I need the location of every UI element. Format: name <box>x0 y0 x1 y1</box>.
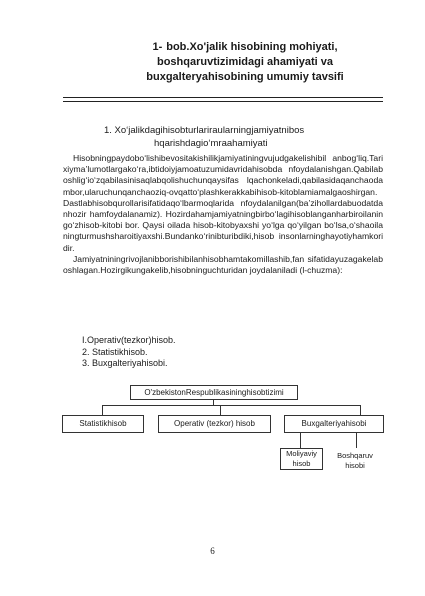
diagram-box-management: Boshqaruv hisobi <box>332 450 378 472</box>
accounting-types-list <box>82 335 342 370</box>
subheading-line-2: hqarishdagio‘mraahamiyati <box>154 138 268 149</box>
heading-rule-top <box>63 97 383 98</box>
heading-line-2: boshqaruvtizimidagi ahamiyati va <box>156 56 334 68</box>
diagram-top-box: O'zbekistonRespublikasininghisobtizimi <box>130 385 298 400</box>
subheading-line-1: 1. Xo‘jalikdagihisobturlariraularningjamiyatnibos <box>104 125 305 136</box>
diagram-connector <box>360 405 361 415</box>
diagram-box-financial: Moliyaviy hisob <box>280 448 323 470</box>
diagram-box-statistics: Statistikhisob <box>62 415 144 433</box>
list-item: 2. Statistikhisob. <box>82 346 148 357</box>
page-number: 6 <box>210 546 215 556</box>
diagram-box-accounting: Buxgalteriyahisobi <box>284 415 384 433</box>
diagram-connector <box>220 405 221 415</box>
diagram-connector <box>102 405 103 415</box>
heading-rule-bottom <box>63 101 383 102</box>
paragraph-1: Hisobningpaydobo‘lishibevositakishilikjamiyatiningvujudgakelishibil anbog‘liq.Tarixiyma’lumotlargako‘ra,ibtidoiyjamoatuzumidavridahisobda nfoydalanishgan.Qabilaboshlig‘io‘zqabilasinisaqlabqolishuchunqaysifas lqachonkeladi,qabilasidaqanchaodambor,ularuchunqanchaoziq-ovqatto‘plashkerakkabihisob-kitoblamiamalgaoshirgan.Dastlabhisobqurollarisifatidaqo‘lbarmoqlarida nfoydalanilgan(ba’zihollardabuodatdanhozir hamfoydalanamiz). Hozirdahamjamiyatningbirbo‘lagihisoblanganharbiroilaningo‘zhisob-kitobi bor. Qaysi oilada hisob-kitobyaxshi yo‘lga qo‘yilgan bo‘lsa,o‘shaoilaningturmushsharoitiyaxshi.Bundanko‘rinibturibdiki,hisob insonlarninghayotiyhamkoridir. <box>63 153 383 253</box>
heading-line-1: bob.Xo'jalik hisobining mohiyati, <box>166 41 338 53</box>
chapter-heading <box>110 40 380 85</box>
heading-line-3: buxgalteryahisobining umumiy tavsifi <box>146 71 344 83</box>
body-text <box>63 153 383 276</box>
diagram-connector <box>102 405 360 406</box>
list-item: 3. Buxgalteriyahisobi. <box>82 358 168 368</box>
diagram-connector <box>300 433 301 448</box>
section-subheading <box>104 124 394 150</box>
paragraph-2: Jamiyatniningrivojlanibborishibilanhisobhamtakomillashib,fan sifatidayuzagakelaboshlagan.Hozirgikungakelib,hisobninguchturidan joydalaniladi (l-chuzma): <box>63 253 383 276</box>
chapter-number: 1- <box>152 41 163 53</box>
list-item: I.Operativ(tezkor)hisob. <box>82 335 176 345</box>
diagram-connector <box>356 433 357 448</box>
diagram-box-operative: Operativ (tezkor) hisob <box>158 415 271 433</box>
